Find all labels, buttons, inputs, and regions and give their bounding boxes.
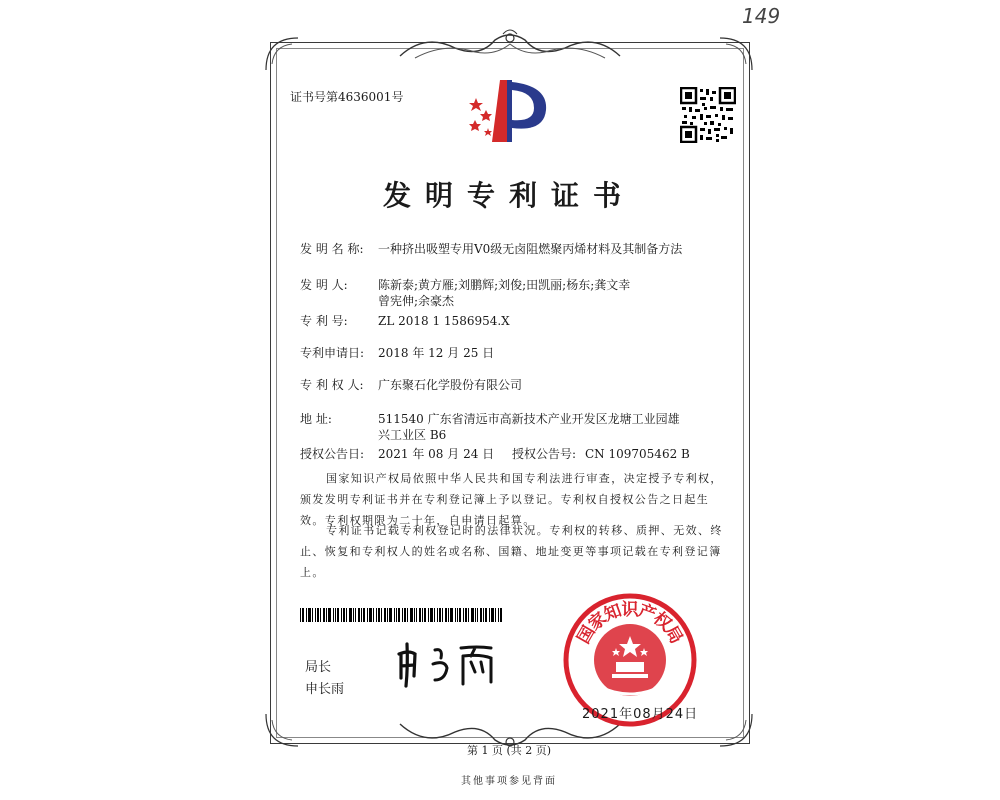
- legal-status-statement: 专利证书记载专利权登记时的法律状况。专利权的转移、质押、无效、终止、恢复和专利权人的姓名或名称、国籍、地址变更等事项记载在专利登记簿上。: [300, 524, 723, 579]
- field-label-application-date: 专利申请日:: [300, 346, 365, 360]
- director-name: 申长雨: [305, 682, 345, 697]
- top-ornament: [395, 28, 625, 62]
- seal-char: 产: [635, 600, 659, 626]
- field-value-inventors-cont: 曾宪伸;余豪杰: [378, 294, 455, 308]
- field-value-invention-name: 一种挤出吸塑专用V0级无卤阻燃聚丙烯材料及其制备方法: [378, 242, 683, 256]
- page-number: 第 1 页 (共 2 页): [466, 744, 552, 757]
- field-value-announce-date: 2021 年 08 月 24 日: [378, 447, 495, 461]
- left-top-corner-ornament: [262, 34, 302, 74]
- seal-char: 识: [621, 600, 639, 620]
- field-value-application-date: 2018 年 12 月 25 日: [378, 346, 495, 360]
- certificate-number: 证书号第4636001号: [290, 90, 404, 104]
- field-value-publication-number: CN 109705462 B: [585, 447, 690, 461]
- field-value-inventors: 陈新泰;黄方雁;刘鹏辉;刘俊;田凯丽;杨东;龚文幸: [378, 278, 631, 292]
- director-title: 局长: [305, 660, 332, 675]
- field-label-patent-number: 专 利 号:: [300, 314, 348, 328]
- seal-date: 2021年08月24日: [582, 707, 699, 722]
- field-label-announce-date: 授权公告日:: [300, 447, 365, 461]
- field-value-patent-number: ZL 2018 1 1586954.X: [378, 314, 510, 328]
- seal-char: 家: [584, 608, 611, 635]
- field-label-patentee: 专 利 权 人:: [300, 378, 364, 392]
- qr-code: [680, 87, 736, 143]
- back-page-note: 其他事项参见背面: [461, 776, 557, 787]
- field-label-inventors: 发 明 人:: [300, 278, 348, 292]
- seal-char: 局: [660, 622, 687, 648]
- handwritten-page-note: 149: [742, 4, 781, 28]
- grant-statement: 国家知识产权局依照中华人民共和国专利法进行审查，决定授予专利权，颁发发明专利证书并在专利登记簿上予以登记。专利权自授权公告之日起生效。专利权期限为二十年，自申请日起算。: [300, 472, 723, 527]
- cnipa-logo: [462, 76, 552, 148]
- director-signature: [395, 640, 505, 688]
- seal-char: 知: [601, 600, 625, 626]
- seal-char: 权: [649, 608, 676, 635]
- field-value-address-cont: 兴工业区 B6: [378, 428, 447, 442]
- certificate-title: 发明专利证书: [382, 179, 635, 212]
- field-value-address: 511540 广东省清远市高新技术产业开发区龙塘工业园雄: [378, 412, 680, 426]
- right-top-corner-ornament: [716, 34, 756, 74]
- seal-char: 国: [573, 622, 600, 648]
- field-label-invention-name: 发 明 名 称:: [300, 242, 364, 256]
- field-label-publication-number: 授权公告号:: [512, 447, 577, 461]
- barcode: [300, 608, 505, 622]
- field-value-patentee: 广东聚石化学股份有限公司: [378, 378, 523, 392]
- field-label-address: 地 址:: [300, 412, 332, 426]
